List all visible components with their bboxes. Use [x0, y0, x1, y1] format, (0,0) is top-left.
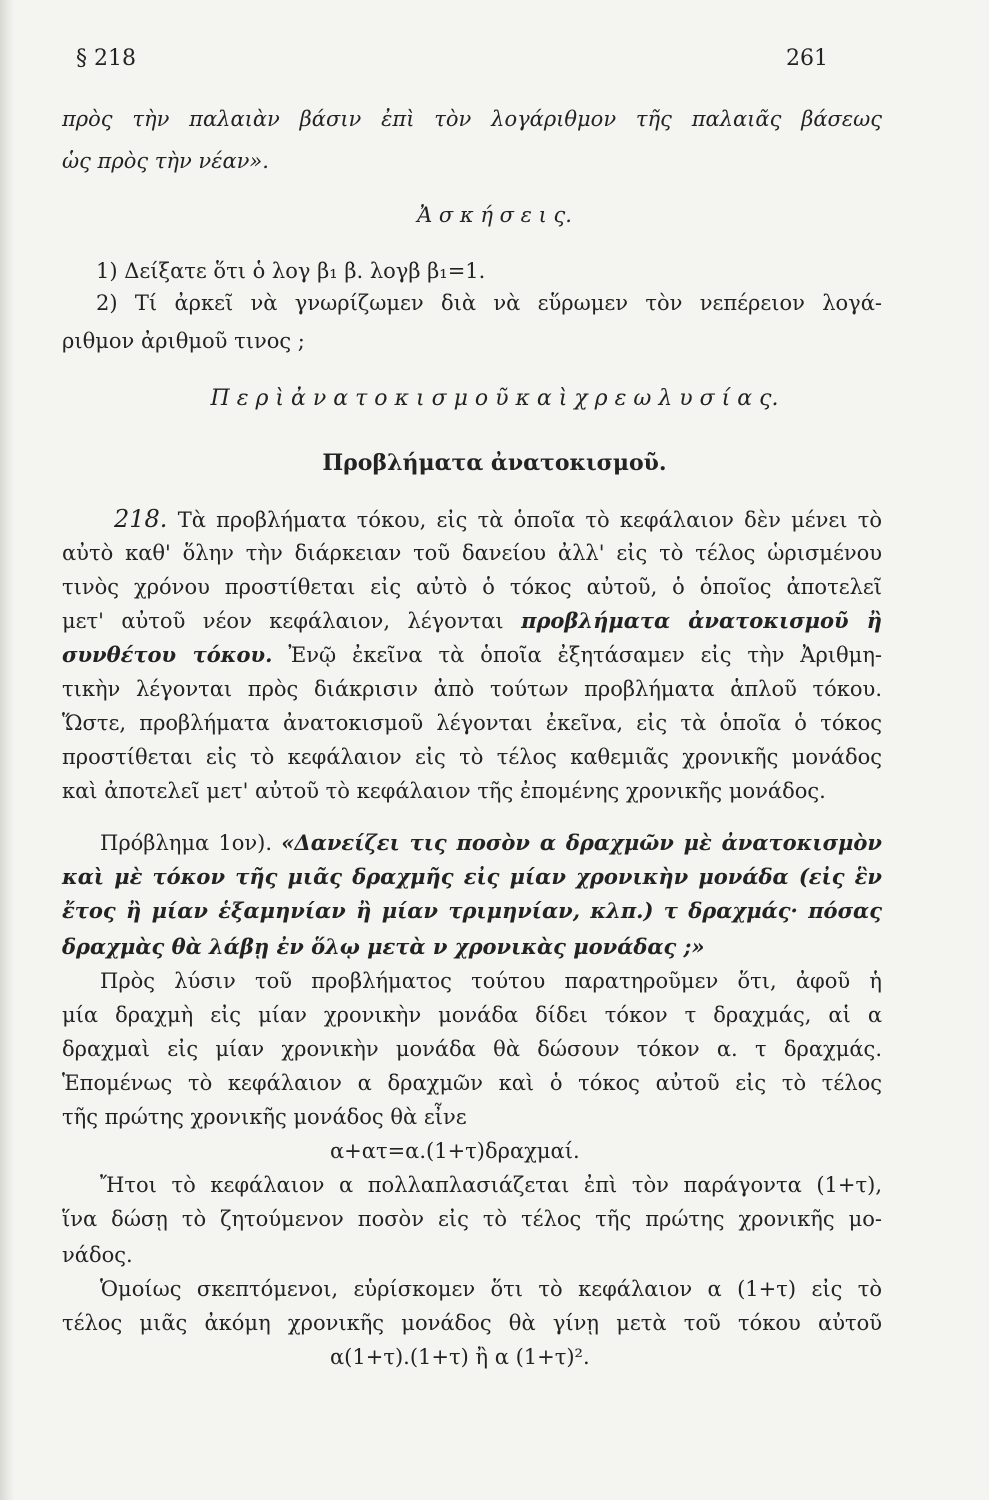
solution-line: τέλος μιᾶς ἀκόμη χρονικῆς μονάδος θὰ γίνῃ μετὰ τοῦ τόκου αὐτοῦ	[62, 1311, 882, 1335]
exercise-2-cont: ριθμον ἀριθμοῦ τινος ;	[62, 329, 305, 353]
solution-line: Ἑπομένως τὸ κεφάλαιον α δραχμῶν καὶ ὁ τόκος αὐτοῦ εἰς τὸ τέλος	[62, 1071, 882, 1095]
text-line: τινὸς χρόνου προστίθεται εἰς αὐτὸ ὁ τόκος αὐτοῦ, ὁ ὁποῖος ἀποτελεῖ	[62, 575, 882, 599]
emphasis: προβλήματα ἀνατοκισμοῦ ἢ	[521, 608, 882, 633]
solution-line: δραχμαὶ εἰς μίαν χρονικὴν μονάδα θὰ δώσουν τόκον α. τ δραχμάς.	[62, 1037, 882, 1061]
text-line	[62, 606, 882, 636]
solution-line: Πρὸς λύσιν τοῦ προβλήματος τούτου παρατηροῦμεν ὅτι, ἀφοῦ ἡ	[100, 969, 882, 993]
chapter-heading: Π ε ρ ὶ ἀ ν α τ ο κ ι σ μ ο ῦ κ α ὶ χ ρ ε ω λ υ σ ί α ς.	[210, 386, 779, 411]
text-span: Ἐνῷ ἐκεῖνα τὰ ὁποῖα ἐξητάσαμεν εἰς τὴν Ἀριθμη-	[272, 643, 882, 667]
solution-line: Ἤτοι τὸ κεφάλαιον α πολλαπλασιάζεται ἐπὶ τὸν παράγοντα (1+τ),	[100, 1173, 882, 1197]
formula: α(1+τ).(1+τ) ἢ α (1+τ)².	[330, 1345, 590, 1369]
solution-line: Ὁμοίως σκεπτόμενοι, εὑρίσκομεν ὅτι τὸ κεφάλαιον α (1+τ) εἰς τὸ	[100, 1277, 882, 1301]
problem-line	[100, 828, 882, 858]
sub-heading: Προβλήματα ἀνατοκισμοῦ.	[322, 450, 667, 476]
exercise-1: 1) Δείξατε ὅτι ὁ λογ β₁ β. λογβ β₁=1.	[96, 259, 486, 283]
problem-line: δραχμὰς θὰ λάβῃ ἐν ὅλῳ μετὰ ν χρονικὰς μονάδας ;»	[62, 934, 705, 959]
text-line: πρὸς τὴν παλαιὰν βάσιν ἐπὶ τὸν λογάριθμον τῆς παλαιᾶς βάσεως	[62, 107, 882, 131]
emphasis: συνθέτου τόκου.	[62, 642, 273, 667]
problem-statement: «Δανείζει τις ποσὸν α δραχμῶν μὲ ἀνατοκισμὸν	[281, 830, 882, 855]
paragraph-number: 218.	[114, 505, 168, 533]
text-line: αὐτὸ καθ' ὅλην τὴν διάρκειαν τοῦ δανείου ἀλλ' εἰς τὸ τέλος ὡρισμένου	[62, 541, 882, 565]
solution-line: μία δραχμὴ εἰς μίαν χρονικὴν μονάδα δίδει τόκον τ δραχμάς, αἱ α	[62, 1003, 882, 1027]
text-line: ὡς πρὸς τὴν νέαν».	[62, 149, 269, 173]
text-line: Ὥστε, προβλήματα ἀνατοκισμοῦ λέγονται ἐκεῖνα, εἰς τὰ ὁποῖα ὁ τόκος	[62, 711, 882, 735]
problem-label: Πρόβλημα 1ον).	[100, 831, 282, 855]
text-line: τικὴν λέγονται πρὸς διάκρισιν ἀπὸ τούτων προβλήματα ἁπλοῦ τόκου.	[62, 677, 882, 701]
formula: α+ατ=α.(1+τ)δραχμαί.	[330, 1139, 580, 1163]
text-line	[62, 640, 882, 670]
page-number: 261	[786, 46, 828, 71]
problem-line: ἔτος ἢ μίαν ἑξαμηνίαν ἢ μίαν τριμηνίαν, κλπ.) τ δραχμάς· πόσας	[62, 898, 882, 923]
text-line: προστίθεται εἰς τὸ κεφάλαιον εἰς τὸ τέλος καθεμιᾶς χρονικῆς μονάδος	[62, 745, 882, 769]
section-marker: § 218	[76, 46, 136, 71]
exercises-heading: Ἀ σ κ ή σ ε ι ς.	[417, 203, 572, 227]
text-span: μετ' αὐτοῦ νέον κεφάλαιον, λέγονται	[62, 609, 522, 633]
paragraph-218-line	[114, 504, 882, 535]
solution-line: ἵνα δώσῃ τὸ ζητούμενον ποσὸν εἰς τὸ τέλος τῆς πρώτης χρονικῆς μο-	[62, 1207, 882, 1231]
exercise-2: 2) Τί ἀρκεῖ νὰ γνωρίζωμεν διὰ νὰ εὕρωμεν τὸν νεπέρειον λογά-	[96, 291, 882, 315]
solution-line: νάδος.	[62, 1243, 133, 1267]
problem-line: καὶ μὲ τόκον τῆς μιᾶς δραχμῆς εἰς μίαν χρονικὴν μονάδα (εἰς ἓν	[62, 864, 882, 889]
text-line: καὶ ἀποτελεῖ μετ' αὐτοῦ τὸ κεφάλαιον τῆς ἐπομένης χρονικῆς μονάδος.	[62, 779, 826, 803]
solution-line: τῆς πρώτης χρονικῆς μονάδος θὰ εἶνε	[62, 1105, 467, 1129]
text-span: Τὰ προβλήματα τόκου, εἰς τὰ ὁποῖα τὸ κεφάλαιον δὲν μένει τὸ	[177, 508, 882, 532]
